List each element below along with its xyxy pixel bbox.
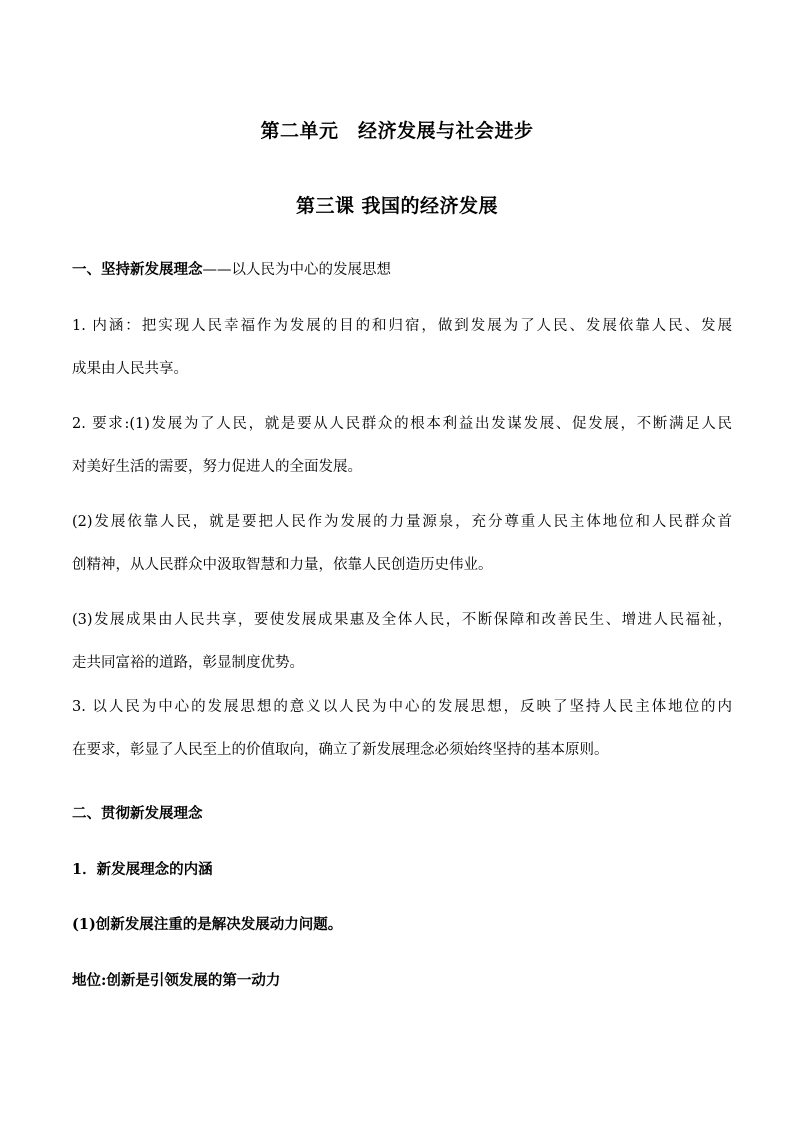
item2-sub2-line1: (2)发展依靠人民，就是要把人民作为发展的力量源泉，充分尊重人民主体地位和人民群众首 [72, 514, 732, 530]
item2-line2: 对美好生活的需要，努力促进人的全面发展。 [72, 459, 362, 475]
section2-heading: 二、贯彻新发展理念 [72, 805, 203, 822]
lesson-title: 第三课 我国的经济发展 [295, 195, 499, 217]
item1-line1: 1. 内涵：把实现人民幸福作为发展的目的和归宿，做到发展为了人民、发展依靠人民、发展 [72, 318, 732, 334]
section2-point1: (1)创新发展注重的是解决发展动力问题。 [72, 916, 343, 933]
item2-sub2-line2: 创精神，从人民群众中汲取智慧和力量，依靠人民创造历史伟业。 [72, 557, 493, 573]
section2-subheading: 1．新发展理念的内涵 [72, 861, 213, 878]
section1-heading-bold: 一、坚持新发展理念 [72, 261, 203, 278]
item3-line2: 在要求，彰显了人民至上的价值取向，确立了新发展理念必须始终坚持的基本原则。 [72, 742, 609, 758]
item3-line1: 3. 以人民为中心的发展思想的意义以人民为中心的发展思想，反映了坚持人民主体地位的内 [72, 699, 732, 715]
unit-title: 第二单元 经济发展与社会进步 [260, 120, 534, 142]
item2-sub3-line1: (3)发展成果由人民共享，要使发展成果惠及全体人民，不断保障和改善民生、增进人民福祉， [72, 612, 732, 628]
item2-sub3-line2: 走共同富裕的道路，彰显制度优势。 [72, 655, 304, 671]
section1-heading-normal: ——以人民为中心的发展思想 [202, 262, 391, 278]
section2-position: 地位:创新是引领发展的第一动力 [72, 972, 281, 989]
item1-line2: 成果由人民共享。 [72, 361, 188, 377]
item2-line1: 2. 要求:(1)发展为了人民，就是要从人民群众的根本利益出发谋发展、促发展，不断满足人民 [72, 416, 732, 432]
section1-heading [72, 260, 732, 280]
